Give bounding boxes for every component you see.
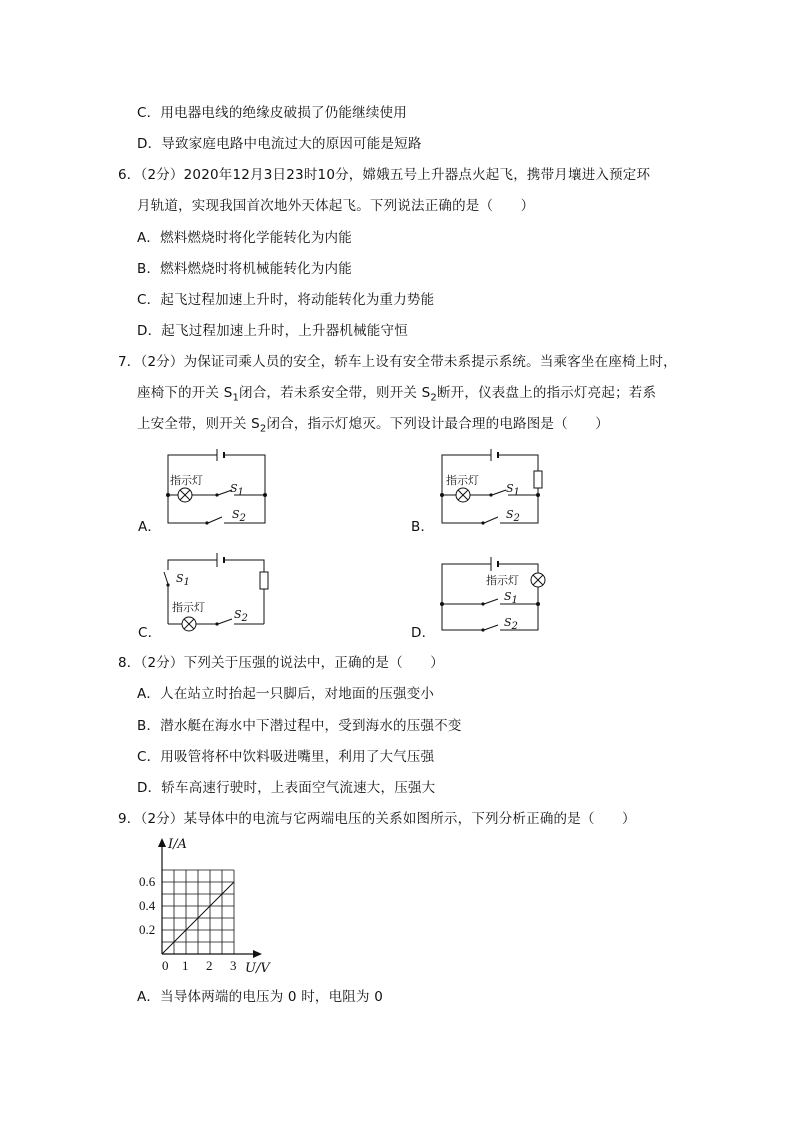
q6-stem-line1: 6．（2分）2020年12月3日23时10分，嫦娥五号上升器点火起飞，携带月壤进入预定环: [118, 167, 651, 183]
x-tick-label: 2: [206, 958, 213, 973]
q8-stem: 8．（2分）下列关于压强的说法中，正确的是（ ）: [118, 655, 444, 671]
y-tick-label: 0.6: [139, 874, 156, 889]
circuit-diagram-c: [160, 548, 275, 634]
q7-stem-line2: 座椅下的开关 $S_1$闭合，若未系安全带，则开关 $S_2$断开，仪表盘上的指示灯亮起；若系: [137, 385, 657, 404]
q8-option-d: D．轿车高速行驶时，上表面空气流速大，压强大: [137, 780, 436, 796]
q9-option-a: A．当导体两端的电压为 0 时，电阻为 0: [137, 989, 383, 1005]
svg-text:指示灯: 指示灯: [172, 601, 205, 614]
svg-text:指示灯: 指示灯: [486, 574, 519, 587]
q8-option-a: A．人在站立时抬起一只脚后，对地面的压强变小: [137, 686, 435, 702]
iu-graph: [135, 834, 285, 979]
svg-text:S1: S1: [176, 572, 190, 588]
x-axis-label: U/V: [245, 961, 270, 976]
q6-stem-line2: 月轨道，实现我国首次地外天体起飞。下列说法正确的是（ ）: [137, 198, 535, 214]
svg-text:S2: S2: [232, 508, 246, 524]
q5-option-c: C．用电器电线的绝缘皮破损了仍能继续使用: [137, 105, 407, 121]
q7-stem-line1: 7．（2分）为保证司乘人员的安全，轿车上设有安全带未系提示系统。当乘客坐在座椅上时，: [118, 354, 677, 370]
q6-option-b: B．燃料燃烧时将机械能转化为内能: [137, 261, 352, 277]
svg-text:指示灯: 指示灯: [446, 474, 479, 487]
q8-option-b: B．潜水艇在海水中下潜过程中，受到海水的压强不变: [137, 718, 462, 734]
svg-text:S1: S1: [506, 482, 520, 498]
x-tick-label: 0: [162, 958, 169, 973]
svg-text:S2: S2: [504, 616, 518, 632]
q6-option-c: C．起飞过程加速上升时，将动能转化为重力势能: [137, 292, 435, 308]
y-axis-label: I/A: [168, 837, 187, 852]
x-tick-label: 3: [230, 958, 237, 973]
circuit-diagram-a: [160, 447, 275, 529]
y-tick-label: 0.2: [139, 922, 156, 937]
q6-option-d: D．起飞过程加速上升时，上升器机械能守恒: [137, 323, 408, 339]
svg-text:S1: S1: [230, 482, 244, 498]
y-tick-label: 0.4: [139, 898, 156, 913]
circuit-diagram-d: [434, 552, 549, 634]
q9-stem: 9．（2分）某导体中的电流与它两端电压的关系如图所示，下列分析正确的是（ ）: [118, 811, 636, 827]
svg-text:S1: S1: [504, 590, 518, 606]
svg-text:S2: S2: [506, 508, 520, 524]
svg-text:指示灯: 指示灯: [170, 474, 203, 487]
circuit-a-label: A．: [138, 519, 162, 535]
svg-text:S2: S2: [234, 608, 248, 624]
circuit-c-label: C．: [138, 625, 162, 641]
circuit-diagram-b: [434, 447, 549, 529]
q8-option-c: C．用吸管将杯中饮料吸进嘴里，利用了大气压强: [137, 749, 435, 765]
q5-option-d: D．导致家庭电路中电流过大的原因可能是短路: [137, 136, 422, 152]
circuit-d-label: D．: [411, 625, 436, 641]
q7-stem-line3: 上安全带，则开关 $S_2$闭合，指示灯熄灭。下列设计最合理的电路图是（ ）: [137, 416, 609, 435]
circuit-b-label: B．: [411, 519, 435, 535]
resistor-icon: [534, 471, 542, 488]
x-tick-label: 1: [182, 958, 189, 973]
q6-option-a: A．燃料燃烧时将化学能转化为内能: [137, 230, 352, 246]
